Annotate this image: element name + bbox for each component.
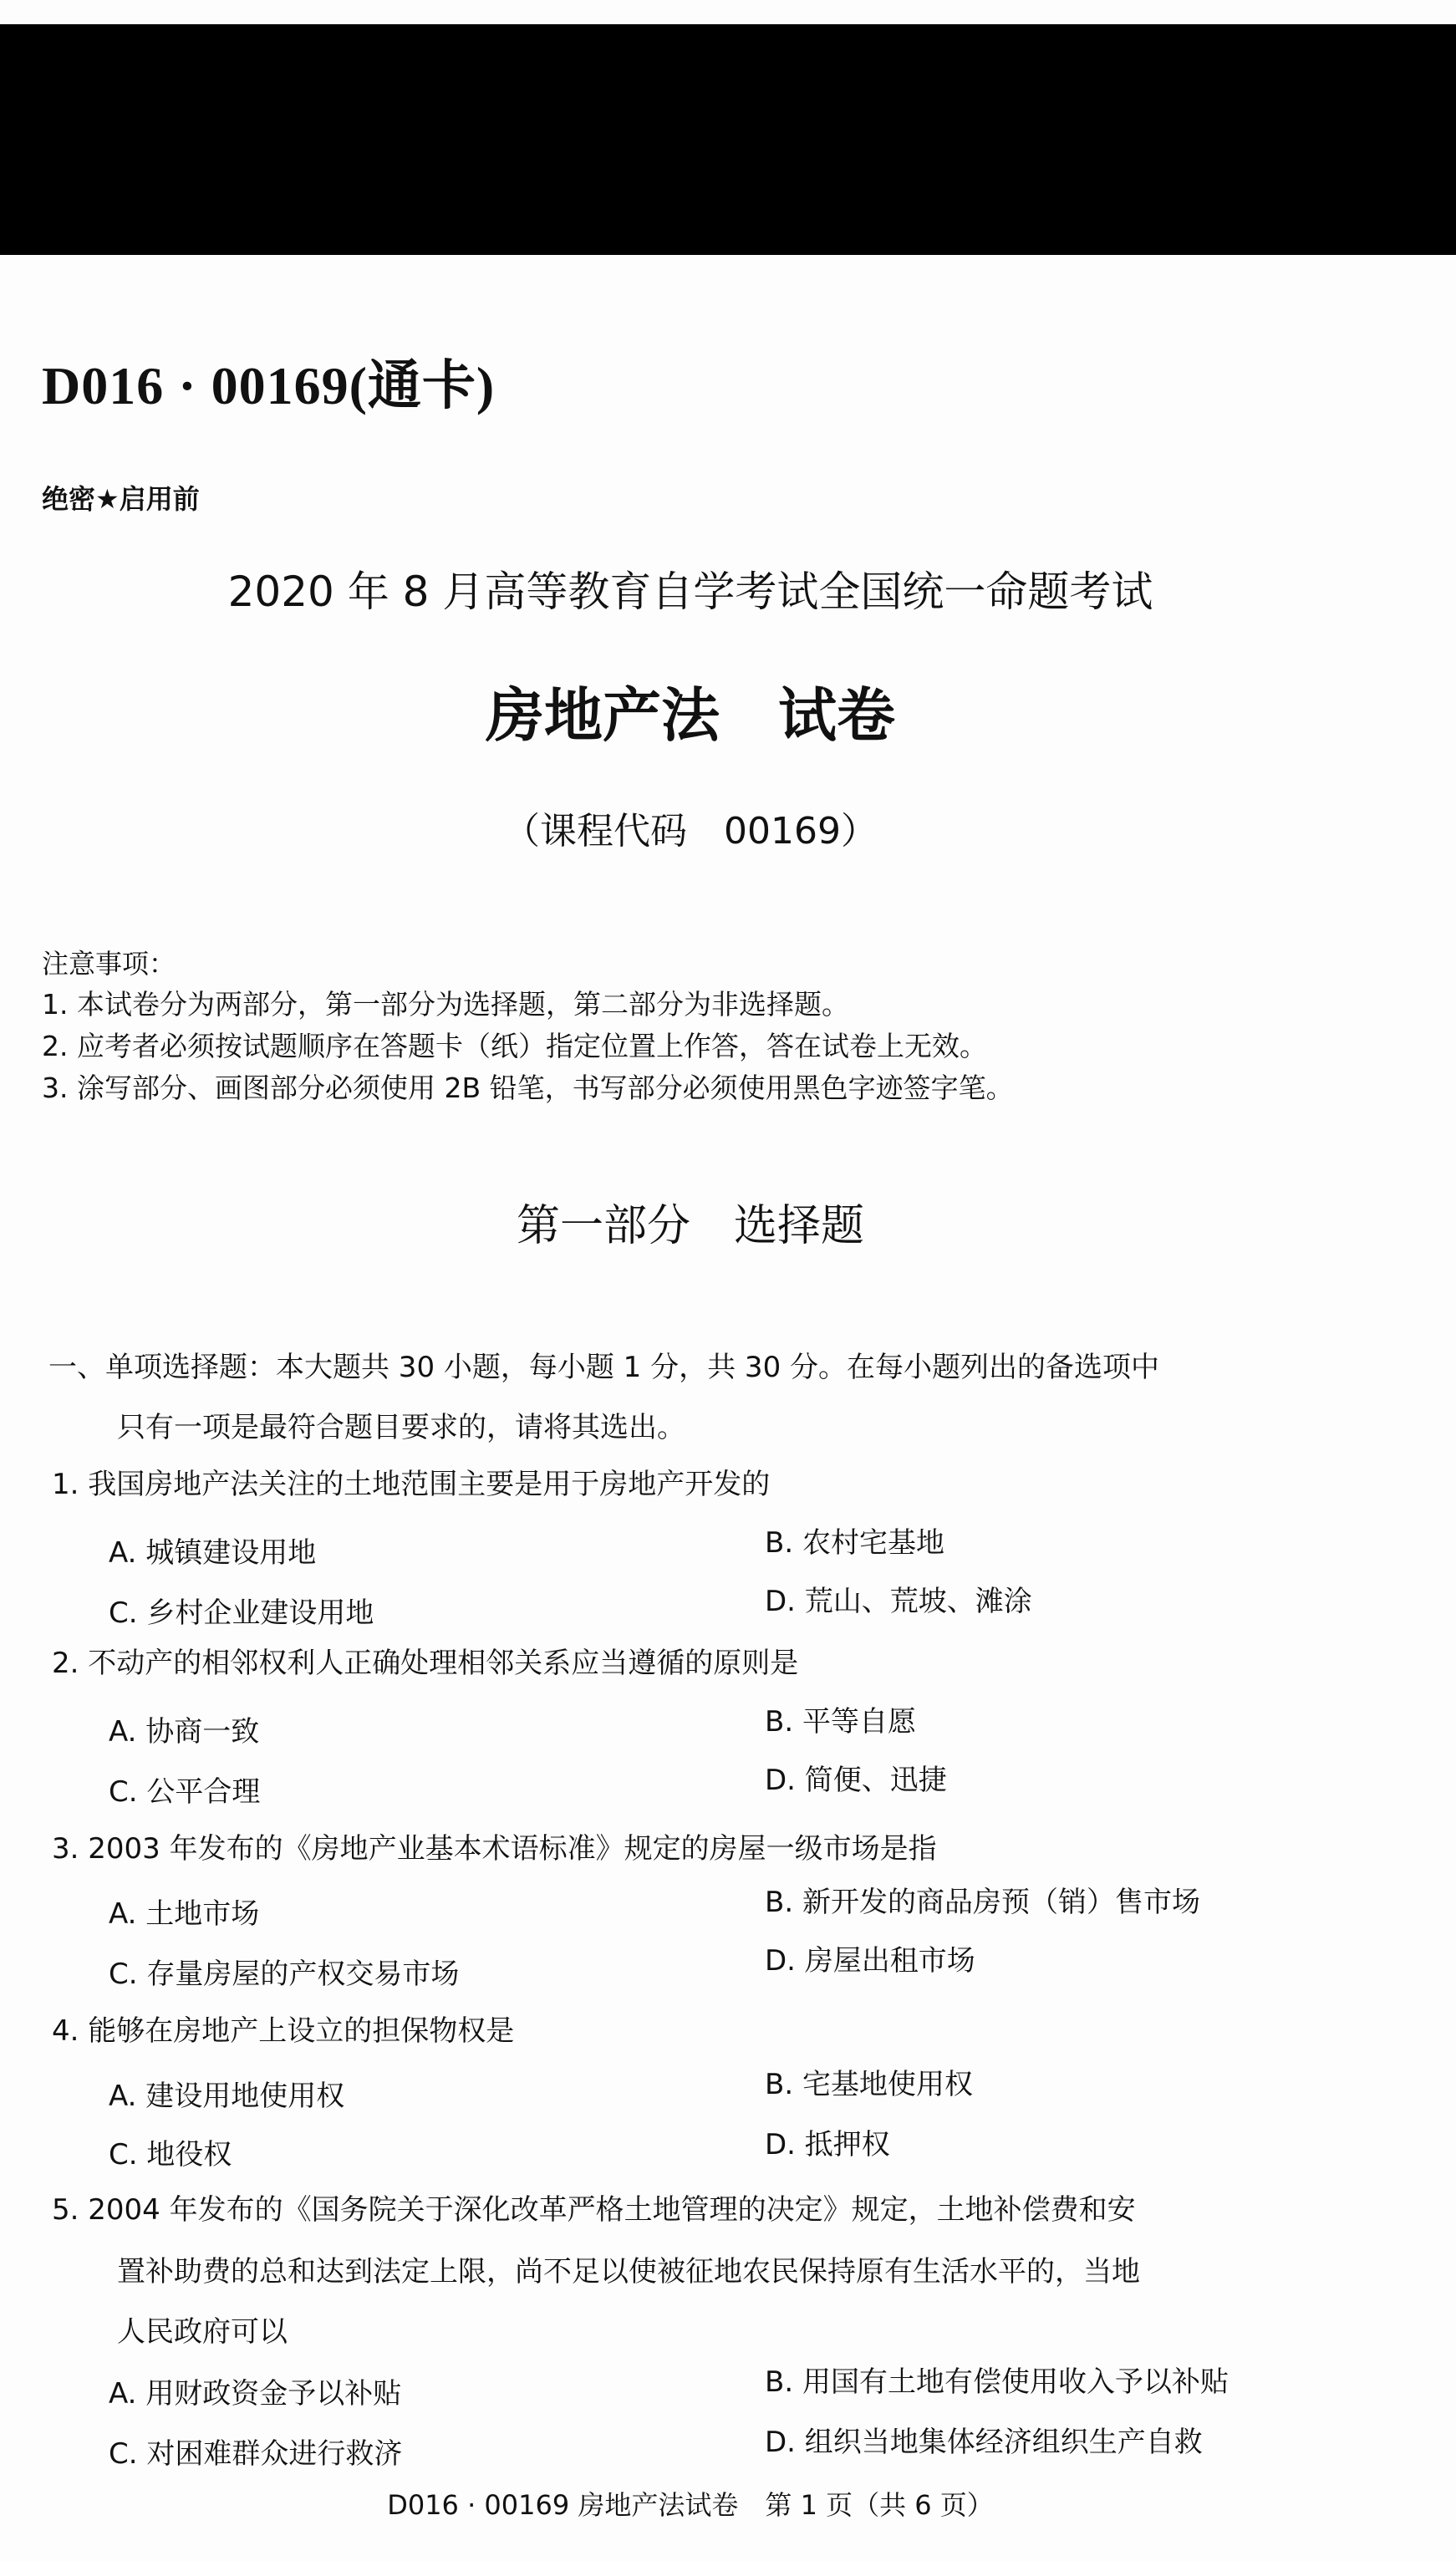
question-stem: 3. 2003 年发布的《房地产业基本术语标准》规定的房屋一级市场是指 [52,1832,937,1866]
notice-item: 3. 涂写部分、画图部分必须使用 2B 铅笔，书写部分必须使用黑色字迹签字笔。 [42,1072,1014,1104]
paper-code: D016 · 00169(通卡) [42,356,496,415]
option-b: B. 农村宅基地 [765,1526,944,1560]
option-a: A. 城镇建设用地 [109,1536,317,1570]
exam-title: 2020 年 8 月高等教育自学考试全国统一命题考试 [227,568,1153,616]
option-d: D. 荒山、荒坡、滩涂 [765,1585,1032,1618]
notice-item: 1. 本试卷分为两部分，第一部分为选择题，第二部分为非选择题。 [42,988,849,1021]
question-stem: 2. 不动产的相邻权利人正确处理相邻关系应当遵循的原则是 [52,1647,799,1680]
option-b: B. 用国有土地有偿使用收入予以补贴 [765,2365,1229,2399]
notice-item: 2. 应考者必须按试题顺序在答题卡（纸）指定位置上作答，答在试卷上无效。 [42,1030,987,1062]
option-c: C. 地役权 [109,2138,232,2172]
question-stem: 1. 我国房地产法关注的土地范围主要是用于房地产开发的 [52,1468,771,1501]
option-c: C. 存量房屋的产权交易市场 [109,1958,460,1991]
option-c: C. 对困难群众进行救济 [109,2437,403,2471]
page-footer: D016 · 00169 房地产法试卷 第 1 页（共 6 页） [387,2489,994,2521]
option-d: D. 房屋出租市场 [765,1944,975,1978]
option-b: B. 平等自愿 [765,1705,916,1739]
question-stem-cont: 人民政府可以 [117,2315,288,2349]
confidentiality-label: 绝密★启用前 [42,483,200,515]
option-d: D. 简便、迅捷 [765,1764,947,1797]
section-heading: 一、单项选择题：本大题共 30 小题，每小题 1 分，共 30 分。在每小题列出的备选项中 [48,1351,1160,1384]
option-a: A. 土地市场 [109,1897,260,1931]
course-code: （课程代码 00169） [503,810,878,853]
section-heading-cont: 只有一项是最符合题目要求的，请将其选出。 [117,1411,685,1444]
option-d: D. 组织当地集体经济组织生产自救 [765,2426,1203,2459]
question-stem-cont: 置补助费的总和达到法定上限，尚不足以使被征地农民保持原有生活水平的，当地 [117,2255,1140,2289]
question-stem: 4. 能够在房地产上设立的担保物权是 [52,2014,515,2048]
option-b: B. 新开发的商品房预（销）售市场 [765,1886,1200,1919]
option-c: C. 公平合理 [109,1775,261,1809]
paper-title: 房地产法 试卷 [486,681,895,750]
option-c: C. 乡村企业建设用地 [109,1596,374,1630]
redaction-bar [0,24,1456,255]
option-d: D. 抵押权 [765,2128,890,2161]
part-title: 第一部分 选择题 [516,1201,864,1251]
option-a: A. 用财政资金予以补贴 [109,2377,402,2411]
option-b: B. 宅基地使用权 [765,2068,973,2101]
option-a: A. 建设用地使用权 [109,2080,345,2113]
question-stem: 5. 2004 年发布的《国务院关于深化改革严格土地管理的决定》规定，土地补偿费和安 [52,2193,1136,2227]
option-a: A. 协商一致 [109,1715,260,1749]
notice-heading: 注意事项： [42,948,176,980]
